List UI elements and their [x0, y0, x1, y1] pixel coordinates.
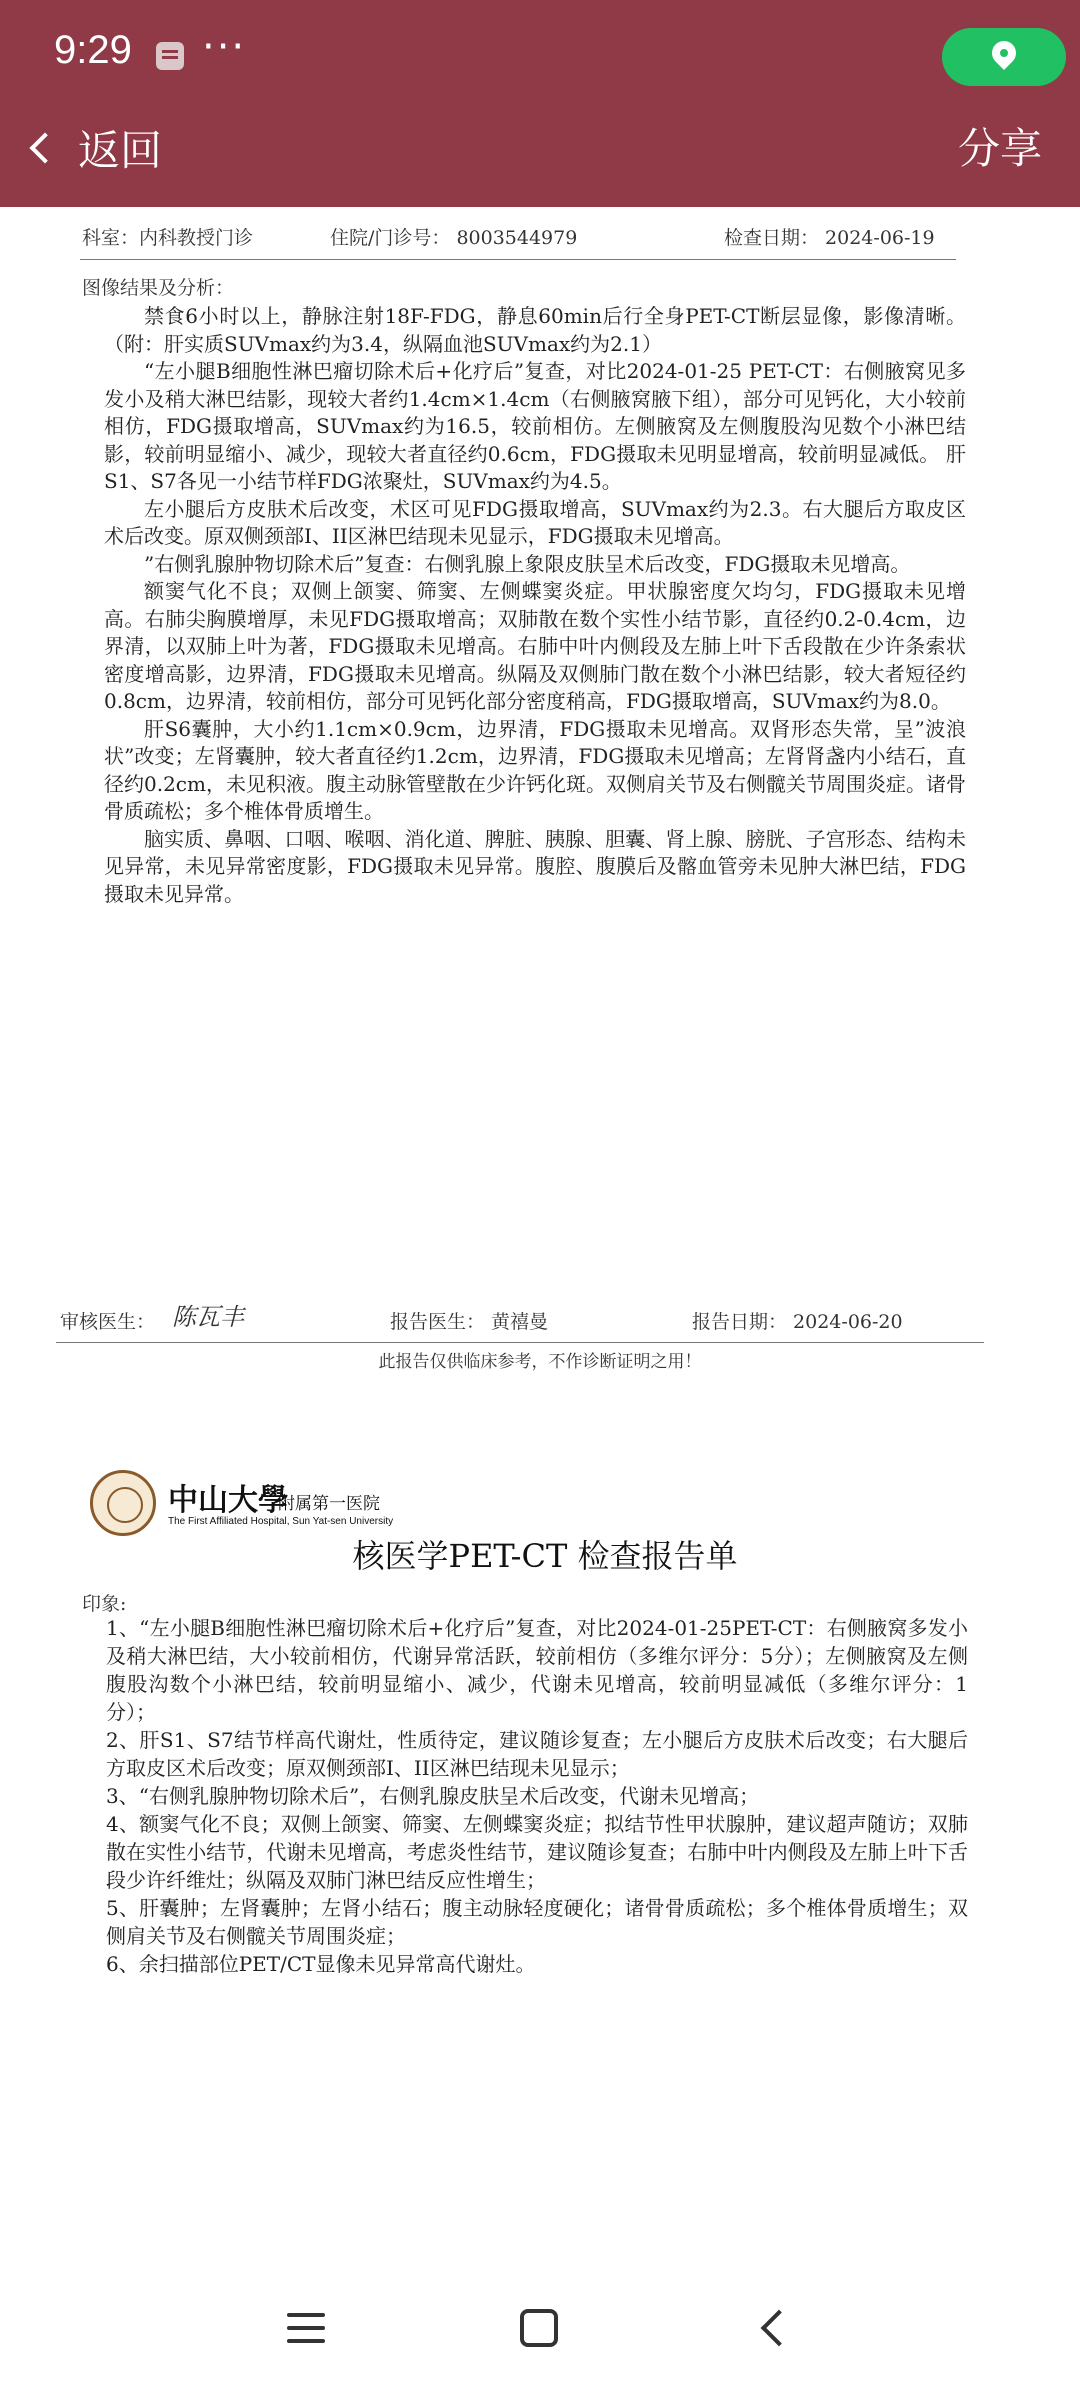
- reporting-doctor: 报告医生： 黄禧曼: [390, 1311, 549, 1333]
- status-time: 9:29: [54, 28, 132, 72]
- impression-item: 6、余扫描部位PET/CT显像未见异常高代谢灶。: [106, 1952, 536, 1976]
- hospital-english-name: The First Affiliated Hospital, Sun Yat-sen University: [168, 1516, 394, 1527]
- impression-item: 3、“右侧乳腺肿物切除术后”，右侧乳腺皮肤呈术后改变，代谢未见增高；: [106, 1784, 760, 1808]
- menu-line-icon: [287, 2339, 325, 2343]
- findings-paragraph: 脑实质、鼻咽、口咽、喉咽、消化道、脾脏、胰腺、胆囊、肾上腺、膀胱、子宫形态、结构未见异常，未见异常密度影，FDG摄取未见异常。腹腔、腹膜后及髂血管旁未见肿大淋巴结，FDG摄取未见异常。: [104, 826, 966, 906]
- signature-divider: [56, 1342, 984, 1343]
- hospital-logo: [90, 1470, 156, 1536]
- home-button[interactable]: [520, 2309, 558, 2347]
- hospital-affiliate: 附属第一医院: [278, 1494, 380, 1514]
- exam-date: 检查日期： 2024-06-19: [724, 227, 935, 249]
- app-header: [0, 0, 1080, 207]
- findings-paragraph: 肝S6囊肿，大小约1.1cm×0.9cm，边界清，FDG摄取未见增高。双肾形态失常，呈”波浪状”改变；左肾囊肿，较大者直径约1.2cm，边界清，FDG摄取未见增高；左肾肾盏内小结石，直径约0.2cm，未见积液。腹主动脉管壁散在少许钙化斑。双侧肩关节及右侧髋关节周围炎症。诸骨骨质疏松；多个椎体骨质增生。: [104, 716, 966, 823]
- location-pin-icon: [987, 36, 1021, 70]
- findings-body: [104, 303, 966, 908]
- more-notifications-icon: ···: [202, 24, 247, 70]
- patient-number: 住院/门诊号： 8003544979: [330, 227, 578, 249]
- impressions-label: 印象:: [82, 1593, 127, 1615]
- back-button[interactable]: [22, 118, 162, 178]
- recent-apps-button[interactable]: [287, 2311, 325, 2345]
- chevron-left-icon: [29, 132, 60, 163]
- system-navigation-bar: [0, 2287, 1080, 2400]
- menu-line-icon: [287, 2313, 325, 2317]
- findings-title: 图像结果及分析：: [82, 277, 235, 299]
- findings-paragraph: “左小腿B细胞性淋巴瘤切除术后+化疗后”复查，对比2024-01-25 PET-CT：右侧腋窝见多发小及稍大淋巴结影，现较大者约1.4cm×1.4cm（右侧腋窝腋下组），部分可见钙化，大小较前相仿，FDG摄取增高，SUVmax约为16.5，较前相仿。左侧腋窝及左侧腹股沟见数个小淋巴结影，较前明显缩小、减少，现较大者直径约0.6cm，FDG摄取未见明显增高，较前明显减低。 肝S1、S7各见一小结节样FDG浓聚灶，SUVmax约为4.5。: [104, 359, 966, 493]
- disclaimer: 此报告仅供临床参考，不作诊断证明之用！: [378, 1352, 702, 1372]
- reviewer-signature: 陈瓦丰: [172, 1303, 244, 1331]
- impression-item: 5、肝囊肿；左肾囊肿；左肾小结石；腹主动脉轻度硬化；诸骨骨质疏松；多个椎体骨质增生；双侧肩关节及右侧髋关节周围炎症；: [106, 1896, 968, 1948]
- header-divider: [80, 259, 956, 260]
- location-indicator[interactable]: [942, 28, 1066, 86]
- share-button[interactable]: 分享: [957, 124, 1042, 173]
- department-label: 科室：内科教授门诊: [82, 227, 254, 249]
- impression-item: 2、肝S1、S7结节样高代谢灶，性质待定，建议随诊复查；左小腿后方皮肤术后改变；右大腿后方取皮区术后改变；原双侧颈部I、II区淋巴结现未见显示；: [106, 1728, 968, 1780]
- impression-item: 1、“左小腿B细胞性淋巴瘤切除术后+化疗后”复查，对比2024-01-25PET-CT：右侧腋窝多发小及稍大淋巴结，大小较前相仿，代谢异常活跃，较前相仿（多维尔评分：5分）；左侧腋窝及左侧腹股沟数个小淋巴结，较前明显缩小、减少，代谢未见增高，较前明显减低（多维尔评分：1分）；: [106, 1616, 968, 1724]
- findings-paragraph: 额窦气化不良；双侧上颌窦、筛窦、左侧蝶窦炎症。甲状腺密度欠均匀，FDG摄取未见增高。右肺尖胸膜增厚，未见FDG摄取增高；双肺散在数个实性小结节影，直径约0.2-0.4cm，边界清，以双肺上叶为著，FDG摄取未见增高。右肺中叶内侧段及左肺上叶下舌段散在少许条索状密度增高影，边界清，FDG摄取未见增高。纵隔及双侧肺门散在数个小淋巴结影，较大者短径约0.8cm，边界清，较前相仿，部分可见钙化部分密度稍高，FDG摄取增高，SUVmax约为8.0。: [104, 579, 966, 713]
- report-document: [0, 207, 1080, 2287]
- status-bar: [0, 0, 1080, 110]
- findings-paragraph: 禁食6小时以上，静脉注射18F-FDG，静息60min后行全身PET-CT断层显像，影像清晰。（附：肝实质SUVmax约为3.4，纵隔血池SUVmax约为2.1）: [104, 304, 966, 356]
- impressions-list: [106, 1614, 968, 1978]
- impression-item: 4、额窦气化不良；双侧上颌窦、筛窦、左侧蝶窦炎症；拟结节性甲状腺肿，建议超声随访；双肺散在实性小结节，代谢未见增高，考虑炎性结节，建议随诊复查；右肺中叶内侧段及左肺上叶下舌段少许纤维灶；纵隔及双肺门淋巴结反应性增生；: [106, 1812, 968, 1892]
- back-label: 返回: [78, 126, 163, 175]
- findings-paragraph: 左小腿后方皮肤术后改变，术区可见FDG摄取增高，SUVmax约为2.3。右大腿后方取皮区术后改变。原双侧颈部I、II区淋巴结现未见显示，FDG摄取未见增高。: [104, 496, 966, 548]
- findings-paragraph: ”右侧乳腺肿物切除术后”复查：右侧乳腺上象限皮肤呈术后改变，FDG摄取未见增高。: [144, 551, 911, 576]
- message-notification-icon: [156, 42, 184, 70]
- system-back-button[interactable]: [761, 2310, 798, 2347]
- menu-line-icon: [287, 2326, 325, 2330]
- report-title: 核医学PET-CT 检查报告单: [352, 1537, 738, 1575]
- reviewer-label: 审核医生：: [60, 1311, 156, 1333]
- hospital-name: 中山大學: [168, 1483, 288, 1518]
- report-date: 报告日期： 2024-06-20: [692, 1311, 903, 1333]
